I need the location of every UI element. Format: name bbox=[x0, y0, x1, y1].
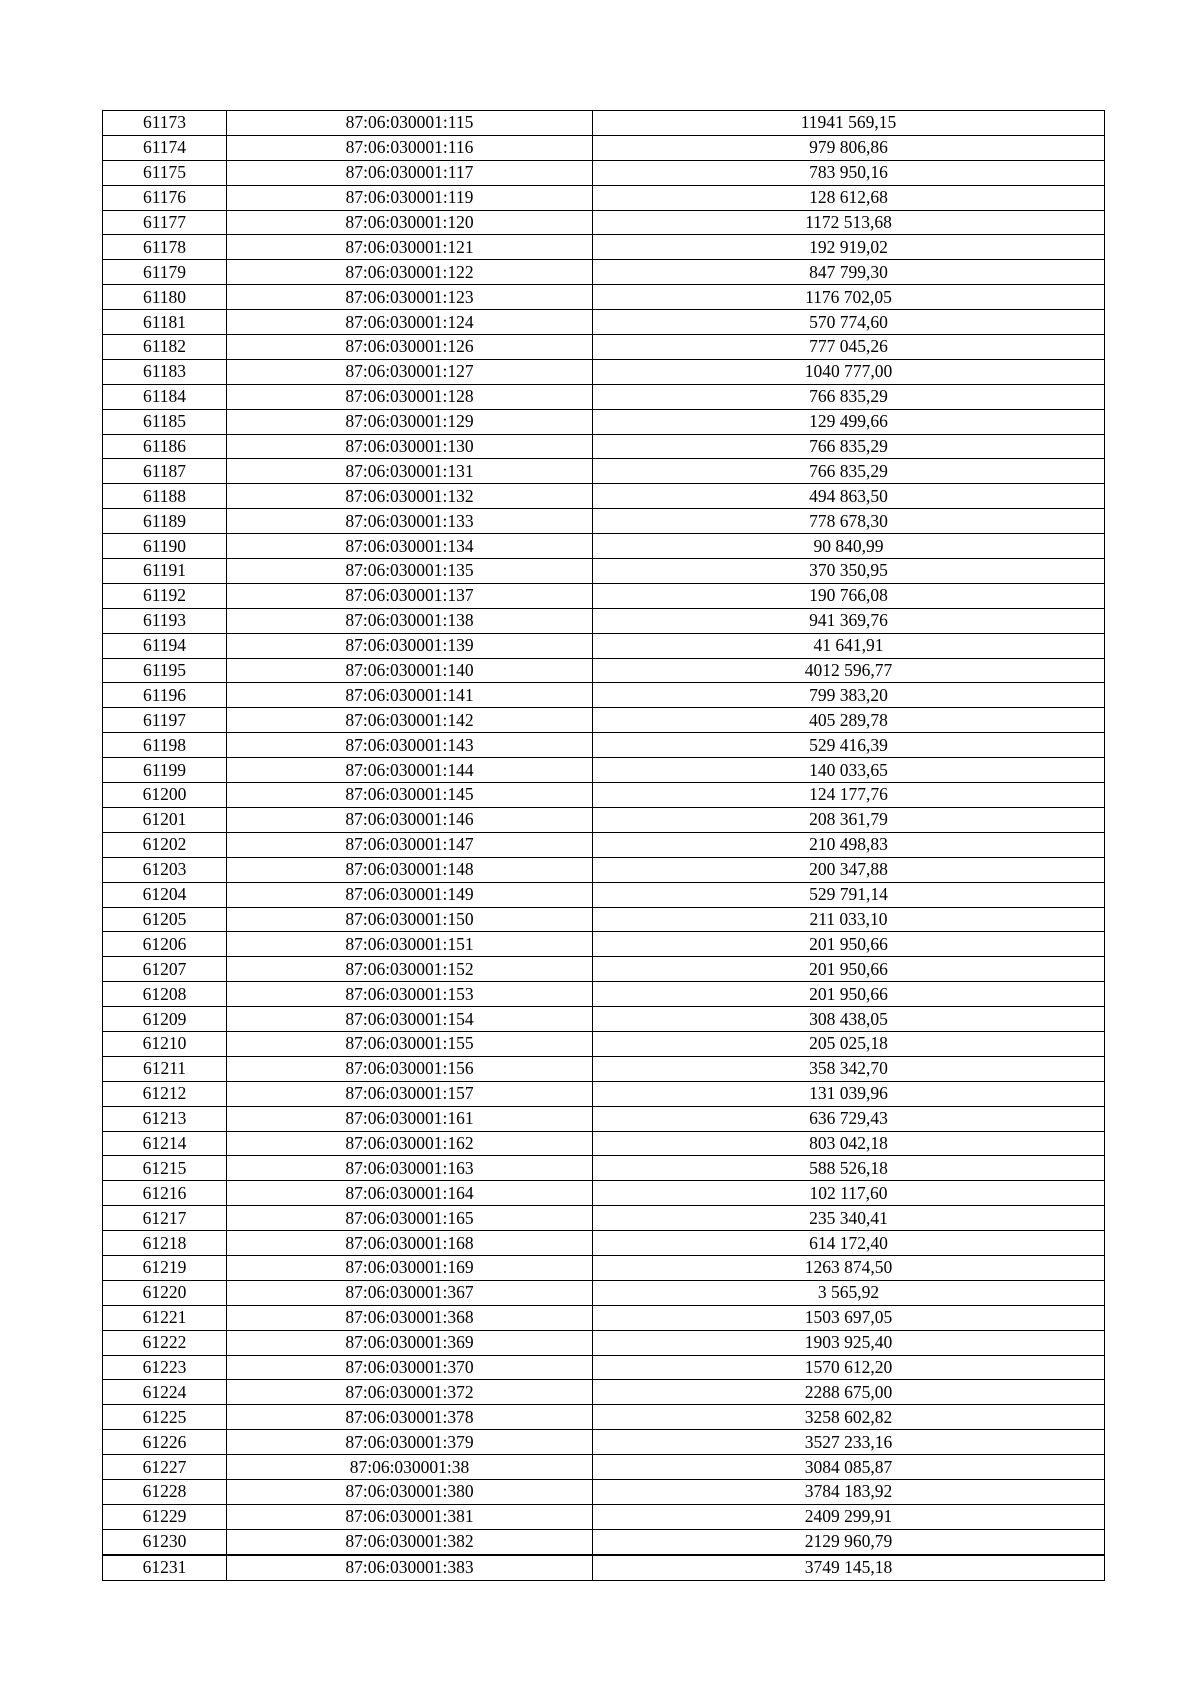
table-row bbox=[103, 1504, 1105, 1529]
table-row bbox=[103, 683, 1105, 708]
cadastral-value-cell: 200 347,88 bbox=[593, 857, 1105, 882]
row-number-cell: 61183 bbox=[103, 359, 227, 384]
cadastral-number-cell: 87:06:030001:139 bbox=[227, 633, 593, 658]
cadastral-number-cell: 87:06:030001:146 bbox=[227, 807, 593, 832]
cadastral-number-cell: 87:06:030001:165 bbox=[227, 1206, 593, 1231]
cadastral-number-cell: 87:06:030001:164 bbox=[227, 1181, 593, 1206]
cadastral-number-cell: 87:06:030001:141 bbox=[227, 683, 593, 708]
cadastral-number-cell: 87:06:030001:143 bbox=[227, 733, 593, 758]
row-number-cell: 61227 bbox=[103, 1455, 227, 1480]
row-number-cell: 61211 bbox=[103, 1056, 227, 1081]
cadastral-number-cell: 87:06:030001:382 bbox=[227, 1529, 593, 1554]
cadastral-number-cell: 87:06:030001:152 bbox=[227, 957, 593, 982]
cadastral-number-cell: 87:06:030001:38 bbox=[227, 1455, 593, 1480]
cadastral-value-cell: 2409 299,91 bbox=[593, 1504, 1105, 1529]
row-number-cell: 61204 bbox=[103, 882, 227, 907]
cadastral-value-cell: 11941 569,15 bbox=[593, 111, 1105, 136]
row-number-cell: 61226 bbox=[103, 1430, 227, 1455]
table-row bbox=[103, 459, 1105, 484]
cadastral-number-cell: 87:06:030001:163 bbox=[227, 1156, 593, 1181]
table-row bbox=[103, 832, 1105, 857]
cadastral-value-cell: 783 950,16 bbox=[593, 160, 1105, 185]
cadastral-value-cell: 90 840,99 bbox=[593, 534, 1105, 559]
cadastral-value-cell: 205 025,18 bbox=[593, 1031, 1105, 1056]
row-number-cell: 61189 bbox=[103, 509, 227, 534]
table-row bbox=[103, 1355, 1105, 1380]
cadastral-value-cell: 3084 085,87 bbox=[593, 1455, 1105, 1480]
row-number-cell: 61180 bbox=[103, 285, 227, 310]
row-number-cell: 61188 bbox=[103, 484, 227, 509]
cadastral-value-cell: 210 498,83 bbox=[593, 832, 1105, 857]
cadastral-number-cell: 87:06:030001:378 bbox=[227, 1405, 593, 1430]
cadastral-value-cell: 3784 183,92 bbox=[593, 1479, 1105, 1504]
table-row bbox=[103, 957, 1105, 982]
table-row bbox=[103, 1031, 1105, 1056]
table-row bbox=[103, 359, 1105, 384]
row-number-cell: 61219 bbox=[103, 1255, 227, 1280]
cadastral-number-cell: 87:06:030001:126 bbox=[227, 335, 593, 360]
cadastral-number-cell: 87:06:030001:117 bbox=[227, 160, 593, 185]
cadastral-number-cell: 87:06:030001:145 bbox=[227, 783, 593, 808]
row-number-cell: 61184 bbox=[103, 384, 227, 409]
cadastral-value-cell: 588 526,18 bbox=[593, 1156, 1105, 1181]
cadastral-value-cell: 766 835,29 bbox=[593, 384, 1105, 409]
cadastral-number-cell: 87:06:030001:128 bbox=[227, 384, 593, 409]
row-number-cell: 61208 bbox=[103, 982, 227, 1007]
row-number-cell: 61210 bbox=[103, 1031, 227, 1056]
cadastral-number-cell: 87:06:030001:115 bbox=[227, 111, 593, 136]
cadastral-number-cell: 87:06:030001:127 bbox=[227, 359, 593, 384]
cadastral-number-cell: 87:06:030001:130 bbox=[227, 434, 593, 459]
cadastral-number-cell: 87:06:030001:380 bbox=[227, 1479, 593, 1504]
table-row bbox=[103, 807, 1105, 832]
cadastral-number-cell: 87:06:030001:124 bbox=[227, 310, 593, 335]
cadastral-value-cell: 1176 702,05 bbox=[593, 285, 1105, 310]
row-number-cell: 61220 bbox=[103, 1280, 227, 1305]
cadastral-number-cell: 87:06:030001:368 bbox=[227, 1305, 593, 1330]
cadastral-number-cell: 87:06:030001:162 bbox=[227, 1131, 593, 1156]
cadastral-number-cell: 87:06:030001:150 bbox=[227, 907, 593, 932]
table-row bbox=[103, 1081, 1105, 1106]
table-row bbox=[103, 1206, 1105, 1231]
row-number-cell: 61207 bbox=[103, 957, 227, 982]
cadastral-value-cell: 201 950,66 bbox=[593, 957, 1105, 982]
cadastral-value-cell: 235 340,41 bbox=[593, 1206, 1105, 1231]
cadastral-value-cell: 529 416,39 bbox=[593, 733, 1105, 758]
cadastral-number-cell: 87:06:030001:370 bbox=[227, 1355, 593, 1380]
cadastral-value-cell: 4012 596,77 bbox=[593, 658, 1105, 683]
row-number-cell: 61176 bbox=[103, 185, 227, 210]
table-row bbox=[103, 484, 1105, 509]
cadastral-number-cell: 87:06:030001:369 bbox=[227, 1330, 593, 1355]
table-row bbox=[103, 1430, 1105, 1455]
row-number-cell: 61199 bbox=[103, 758, 227, 783]
table-row bbox=[103, 185, 1105, 210]
cadastral-number-cell: 87:06:030001:133 bbox=[227, 509, 593, 534]
cadastral-value-table bbox=[102, 110, 1105, 1581]
cadastral-number-cell: 87:06:030001:169 bbox=[227, 1255, 593, 1280]
row-number-cell: 61182 bbox=[103, 335, 227, 360]
row-number-cell: 61174 bbox=[103, 135, 227, 160]
cadastral-number-cell: 87:06:030001:121 bbox=[227, 235, 593, 260]
cadastral-value-cell: 941 369,76 bbox=[593, 608, 1105, 633]
cadastral-number-cell: 87:06:030001:149 bbox=[227, 882, 593, 907]
row-number-cell: 61195 bbox=[103, 658, 227, 683]
row-number-cell: 61228 bbox=[103, 1479, 227, 1504]
row-number-cell: 61173 bbox=[103, 111, 227, 136]
cadastral-value-cell: 190 766,08 bbox=[593, 583, 1105, 608]
table-row bbox=[103, 783, 1105, 808]
table-row bbox=[103, 384, 1105, 409]
cadastral-number-cell: 87:06:030001:135 bbox=[227, 559, 593, 584]
row-number-cell: 61213 bbox=[103, 1106, 227, 1131]
row-number-cell: 61186 bbox=[103, 434, 227, 459]
table-row bbox=[103, 633, 1105, 658]
table-row bbox=[103, 335, 1105, 360]
table-row bbox=[103, 758, 1105, 783]
cadastral-value-cell: 308 438,05 bbox=[593, 1007, 1105, 1032]
table-row bbox=[103, 857, 1105, 882]
table-row bbox=[103, 1255, 1105, 1280]
cadastral-value-cell: 494 863,50 bbox=[593, 484, 1105, 509]
table-row bbox=[103, 882, 1105, 907]
cadastral-number-cell: 87:06:030001:120 bbox=[227, 210, 593, 235]
cadastral-number-cell: 87:06:030001:144 bbox=[227, 758, 593, 783]
cadastral-number-cell: 87:06:030001:142 bbox=[227, 708, 593, 733]
cadastral-value-cell: 201 950,66 bbox=[593, 932, 1105, 957]
table-row bbox=[103, 235, 1105, 260]
cadastral-number-cell: 87:06:030001:140 bbox=[227, 658, 593, 683]
table-row bbox=[103, 608, 1105, 633]
table-row bbox=[103, 1007, 1105, 1032]
table-row bbox=[103, 1555, 1105, 1580]
row-number-cell: 61221 bbox=[103, 1305, 227, 1330]
table-row bbox=[103, 534, 1105, 559]
cadastral-value-cell: 208 361,79 bbox=[593, 807, 1105, 832]
table-row bbox=[103, 1156, 1105, 1181]
cadastral-value-cell: 636 729,43 bbox=[593, 1106, 1105, 1131]
table-row bbox=[103, 932, 1105, 957]
table-row bbox=[103, 1479, 1105, 1504]
row-number-cell: 61225 bbox=[103, 1405, 227, 1430]
row-number-cell: 61178 bbox=[103, 235, 227, 260]
table-row bbox=[103, 260, 1105, 285]
row-number-cell: 61193 bbox=[103, 608, 227, 633]
cadastral-number-cell: 87:06:030001:132 bbox=[227, 484, 593, 509]
cadastral-number-cell: 87:06:030001:134 bbox=[227, 534, 593, 559]
table-row bbox=[103, 509, 1105, 534]
cadastral-number-cell: 87:06:030001:147 bbox=[227, 832, 593, 857]
cadastral-number-cell: 87:06:030001:151 bbox=[227, 932, 593, 957]
row-number-cell: 61194 bbox=[103, 633, 227, 658]
cadastral-number-cell: 87:06:030001:138 bbox=[227, 608, 593, 633]
row-number-cell: 61202 bbox=[103, 832, 227, 857]
row-number-cell: 61198 bbox=[103, 733, 227, 758]
row-number-cell: 61177 bbox=[103, 210, 227, 235]
cadastral-number-cell: 87:06:030001:122 bbox=[227, 260, 593, 285]
cadastral-value-cell: 3258 602,82 bbox=[593, 1405, 1105, 1430]
cadastral-number-cell: 87:06:030001:379 bbox=[227, 1430, 593, 1455]
cadastral-value-cell: 2288 675,00 bbox=[593, 1380, 1105, 1405]
table-row bbox=[103, 1181, 1105, 1206]
row-number-cell: 61185 bbox=[103, 409, 227, 434]
table-row bbox=[103, 1330, 1105, 1355]
cadastral-value-cell: 799 383,20 bbox=[593, 683, 1105, 708]
cadastral-number-cell: 87:06:030001:372 bbox=[227, 1380, 593, 1405]
row-number-cell: 61190 bbox=[103, 534, 227, 559]
table-row bbox=[103, 1106, 1105, 1131]
row-number-cell: 61217 bbox=[103, 1206, 227, 1231]
table-row bbox=[103, 1280, 1105, 1305]
cadastral-value-cell: 1040 777,00 bbox=[593, 359, 1105, 384]
table-row bbox=[103, 907, 1105, 932]
row-number-cell: 61203 bbox=[103, 857, 227, 882]
cadastral-number-cell: 87:06:030001:129 bbox=[227, 409, 593, 434]
row-number-cell: 61223 bbox=[103, 1355, 227, 1380]
cadastral-number-cell: 87:06:030001:137 bbox=[227, 583, 593, 608]
cadastral-value-cell: 370 350,95 bbox=[593, 559, 1105, 584]
cadastral-value-cell: 1903 925,40 bbox=[593, 1330, 1105, 1355]
table-row bbox=[103, 708, 1105, 733]
cadastral-value-cell: 570 774,60 bbox=[593, 310, 1105, 335]
table-row bbox=[103, 559, 1105, 584]
row-number-cell: 61201 bbox=[103, 807, 227, 832]
row-number-cell: 61209 bbox=[103, 1007, 227, 1032]
cadastral-value-cell: 3 565,92 bbox=[593, 1280, 1105, 1305]
table-row bbox=[103, 1056, 1105, 1081]
cadastral-value-cell: 102 117,60 bbox=[593, 1181, 1105, 1206]
cadastral-number-cell: 87:06:030001:381 bbox=[227, 1504, 593, 1529]
cadastral-value-cell: 405 289,78 bbox=[593, 708, 1105, 733]
row-number-cell: 61196 bbox=[103, 683, 227, 708]
cadastral-value-cell: 201 950,66 bbox=[593, 982, 1105, 1007]
table-row bbox=[103, 982, 1105, 1007]
cadastral-value-cell: 529 791,14 bbox=[593, 882, 1105, 907]
cadastral-value-cell: 41 641,91 bbox=[593, 633, 1105, 658]
row-number-cell: 61205 bbox=[103, 907, 227, 932]
cadastral-number-cell: 87:06:030001:153 bbox=[227, 982, 593, 1007]
table-row bbox=[103, 135, 1105, 160]
cadastral-value-cell: 614 172,40 bbox=[593, 1231, 1105, 1256]
cadastral-value-cell: 211 033,10 bbox=[593, 907, 1105, 932]
table-row bbox=[103, 1455, 1105, 1480]
row-number-cell: 61215 bbox=[103, 1156, 227, 1181]
cadastral-value-cell: 1570 612,20 bbox=[593, 1355, 1105, 1380]
cadastral-value-cell: 129 499,66 bbox=[593, 409, 1105, 434]
cadastral-value-cell: 2129 960,79 bbox=[593, 1529, 1105, 1554]
table-row bbox=[103, 1405, 1105, 1430]
cadastral-value-cell: 124 177,76 bbox=[593, 783, 1105, 808]
cadastral-number-cell: 87:06:030001:157 bbox=[227, 1081, 593, 1106]
cadastral-value-cell: 847 799,30 bbox=[593, 260, 1105, 285]
cadastral-value-cell: 3749 145,18 bbox=[593, 1555, 1105, 1580]
table-row bbox=[103, 658, 1105, 683]
row-number-cell: 61222 bbox=[103, 1330, 227, 1355]
cadastral-number-cell: 87:06:030001:123 bbox=[227, 285, 593, 310]
row-number-cell: 61224 bbox=[103, 1380, 227, 1405]
table-row bbox=[103, 1231, 1105, 1256]
cadastral-number-cell: 87:06:030001:119 bbox=[227, 185, 593, 210]
row-number-cell: 61187 bbox=[103, 459, 227, 484]
row-number-cell: 61229 bbox=[103, 1504, 227, 1529]
row-number-cell: 61175 bbox=[103, 160, 227, 185]
table-row bbox=[103, 733, 1105, 758]
table-row bbox=[103, 285, 1105, 310]
cadastral-value-cell: 3527 233,16 bbox=[593, 1430, 1105, 1455]
table-row bbox=[103, 583, 1105, 608]
row-number-cell: 61191 bbox=[103, 559, 227, 584]
cadastral-value-cell: 192 919,02 bbox=[593, 235, 1105, 260]
cadastral-number-cell: 87:06:030001:148 bbox=[227, 857, 593, 882]
table-row bbox=[103, 1380, 1105, 1405]
table-row bbox=[103, 1131, 1105, 1156]
cadastral-number-cell: 87:06:030001:156 bbox=[227, 1056, 593, 1081]
row-number-cell: 61181 bbox=[103, 310, 227, 335]
row-number-cell: 61212 bbox=[103, 1081, 227, 1106]
row-number-cell: 61230 bbox=[103, 1529, 227, 1554]
cadastral-value-cell: 128 612,68 bbox=[593, 185, 1105, 210]
row-number-cell: 61206 bbox=[103, 932, 227, 957]
table-row bbox=[103, 210, 1105, 235]
table-row bbox=[103, 310, 1105, 335]
cadastral-number-cell: 87:06:030001:168 bbox=[227, 1231, 593, 1256]
cadastral-value-cell: 131 039,96 bbox=[593, 1081, 1105, 1106]
row-number-cell: 61192 bbox=[103, 583, 227, 608]
row-number-cell: 61218 bbox=[103, 1231, 227, 1256]
cadastral-number-cell: 87:06:030001:383 bbox=[227, 1555, 593, 1580]
cadastral-value-cell: 778 678,30 bbox=[593, 509, 1105, 534]
cadastral-value-cell: 1172 513,68 bbox=[593, 210, 1105, 235]
table-row bbox=[103, 409, 1105, 434]
cadastral-number-cell: 87:06:030001:367 bbox=[227, 1280, 593, 1305]
cadastral-value-cell: 803 042,18 bbox=[593, 1131, 1105, 1156]
row-number-cell: 61214 bbox=[103, 1131, 227, 1156]
table-row bbox=[103, 1529, 1105, 1554]
table-row bbox=[103, 111, 1105, 136]
cadastral-value-cell: 979 806,86 bbox=[593, 135, 1105, 160]
cadastral-value-cell: 766 835,29 bbox=[593, 459, 1105, 484]
cadastral-value-cell: 1503 697,05 bbox=[593, 1305, 1105, 1330]
table-row bbox=[103, 1305, 1105, 1330]
table-row bbox=[103, 160, 1105, 185]
cadastral-number-cell: 87:06:030001:154 bbox=[227, 1007, 593, 1032]
row-number-cell: 61200 bbox=[103, 783, 227, 808]
row-number-cell: 61216 bbox=[103, 1181, 227, 1206]
cadastral-value-cell: 777 045,26 bbox=[593, 335, 1105, 360]
table-body bbox=[103, 111, 1105, 1581]
cadastral-number-cell: 87:06:030001:116 bbox=[227, 135, 593, 160]
cadastral-value-cell: 358 342,70 bbox=[593, 1056, 1105, 1081]
row-number-cell: 61197 bbox=[103, 708, 227, 733]
cadastral-value-cell: 140 033,65 bbox=[593, 758, 1105, 783]
cadastral-number-cell: 87:06:030001:155 bbox=[227, 1031, 593, 1056]
cadastral-value-cell: 766 835,29 bbox=[593, 434, 1105, 459]
row-number-cell: 61231 bbox=[103, 1555, 227, 1580]
cadastral-value-cell: 1263 874,50 bbox=[593, 1255, 1105, 1280]
cadastral-number-cell: 87:06:030001:131 bbox=[227, 459, 593, 484]
table-row bbox=[103, 434, 1105, 459]
cadastral-number-cell: 87:06:030001:161 bbox=[227, 1106, 593, 1131]
row-number-cell: 61179 bbox=[103, 260, 227, 285]
